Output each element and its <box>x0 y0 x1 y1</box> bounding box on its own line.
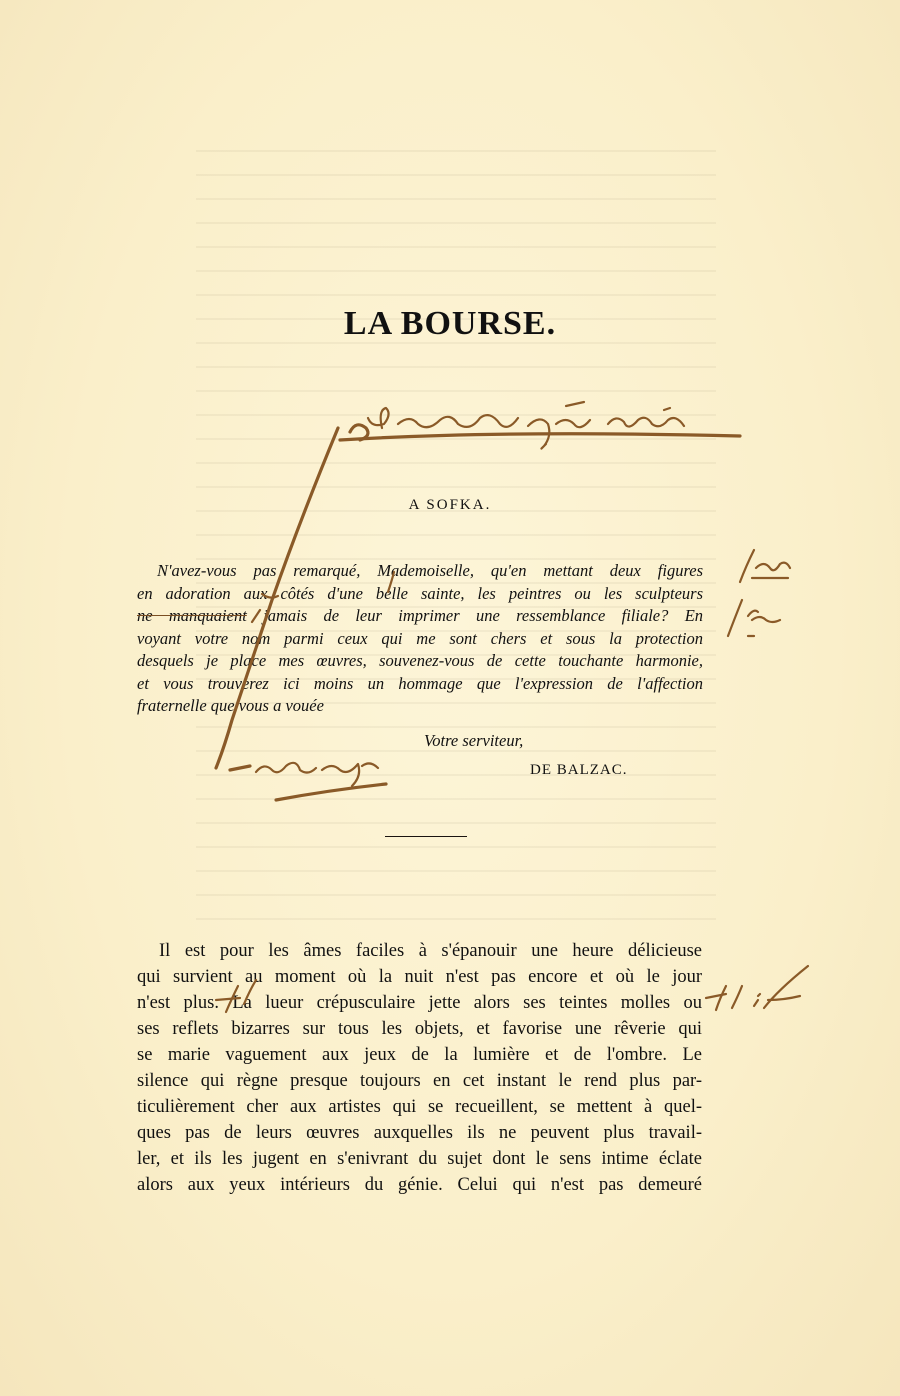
epistle-line: et vous trouverez ici moins un hommage que l'expression de l'affection <box>137 673 703 693</box>
epistle-line: fraternelle que vous a vouée <box>137 696 324 715</box>
annotation-margin-jm <box>740 550 790 582</box>
body-line: ques pas de leurs œuvres auxquelles ils ne peuvent plus travail- <box>137 1123 702 1143</box>
body-line: se marie vaguement aux jeux de la lumière et de l'ombre. Le <box>137 1045 702 1065</box>
body-line: qui survient au moment où la nuit n'est pas encore et où le jour <box>137 967 702 987</box>
dedication-epistle <box>137 560 703 718</box>
dedication-heading: A SOFKA. <box>408 497 492 513</box>
annotation-margin-le <box>728 600 780 636</box>
signoff: Votre serviteur, <box>424 731 524 750</box>
body-line: alors aux yeux intérieurs du génie. Celui qui n'est pas demeuré <box>137 1175 702 1195</box>
epistle-line: N'avez-vous pas remarqué, Mademoiselle, qu'en mettant deux figures <box>157 561 703 580</box>
body-line: ticulièrement cher aux artistes qui se recueillent, se mettent à quel- <box>137 1097 702 1117</box>
body-paragraph <box>137 938 702 1198</box>
author-signature: DE BALZAC. <box>530 762 628 778</box>
chapter-title: LA BOURSE. <box>343 305 557 342</box>
struck-word: ne manquaient <box>137 606 247 625</box>
epistle-line: en adoration aux côtés d'une belle sainte, les peintres ou les sculpteurs <box>137 583 703 603</box>
body-line: ses reflets bizarres sur tous les objets, et favorise une rêverie qui <box>137 1019 702 1039</box>
epistle-line: desquels je place mes œuvres, souvenez-vous de cette touchante harmonie, <box>137 651 703 670</box>
annotation-margin-hpl <box>706 966 808 1010</box>
section-divider <box>385 836 467 837</box>
epistle-line-rest: jamais de leur imprimer une ressemblance filiale? En <box>263 606 704 625</box>
body-line: Il est pour les âmes faciles à s'épanouir une heure délicieuse <box>159 941 702 961</box>
show-through-texture <box>196 150 716 930</box>
epistle-line-with-strike <box>137 605 703 628</box>
body-line: n'est plus. La lueur crépusculaire jette alors ses teintes molles ou <box>137 993 702 1013</box>
body-line: ler, et ils les jugent en s'enivrant du sujet dont le sens intime éclate <box>137 1149 702 1169</box>
epistle-line: voyant votre nom parmi ceux qui me sont chers et sous la protection <box>137 628 703 648</box>
body-line: silence qui règne presque toujours en cet instant le rend plus par- <box>137 1071 702 1091</box>
